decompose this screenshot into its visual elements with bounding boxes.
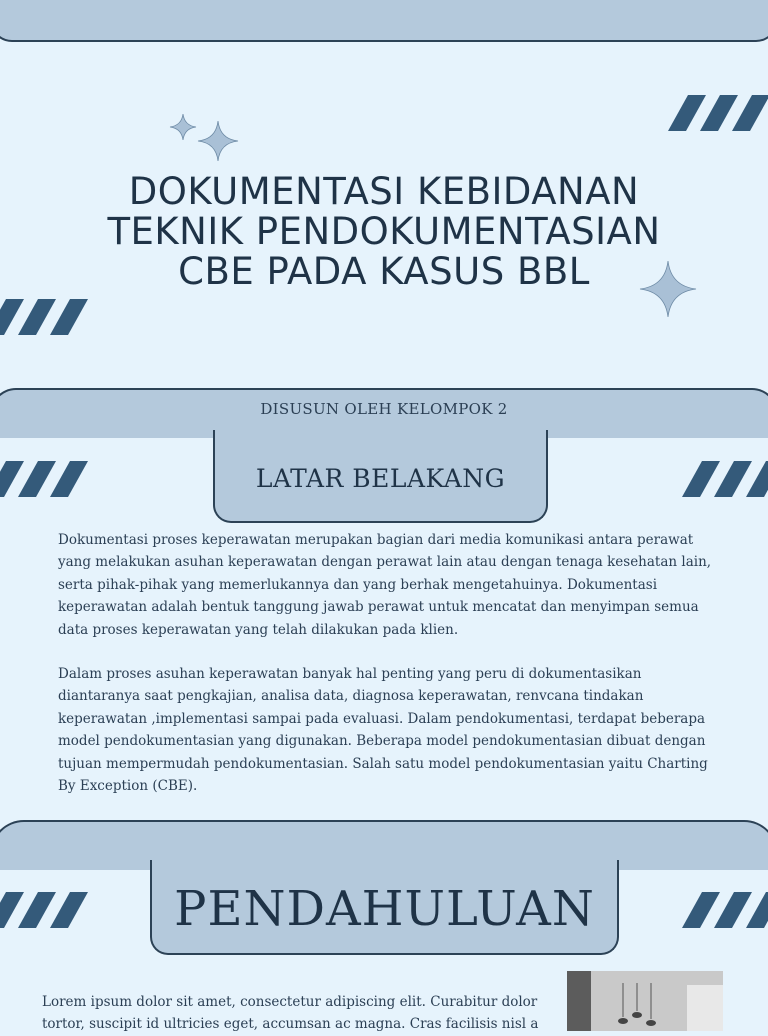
sparkle-icon	[168, 112, 198, 142]
diagonal-stripes-decoration	[0, 299, 97, 335]
title-line-2: TEKNIK PENDOKUMENTASIAN	[107, 210, 661, 253]
paragraph: Dokumentasi proses keperawatan merupakan bagian dari media komunikasi antara perawat yang melakukan asuhan keperawatan dengan perawat lain atau dengan tenaga kesehatan lain, serta pihak-pihak yang memerlukannya dan yang berhak mengetahuinya. Dokumentasi keperawatan adalah bentuk tanggung jawab perawat untuk mencatat dan menyimpan semua data proses keperawatan yang telah dilakukan pada klien.	[58, 532, 712, 638]
diagonal-stripes-decoration	[682, 892, 768, 928]
diagonal-stripes-decoration	[0, 461, 97, 497]
section-heading-tab	[213, 430, 548, 523]
section-heading-tab	[150, 860, 619, 955]
title-line-1: DOKUMENTASI KEBIDANAN	[128, 170, 640, 213]
title-line-3: CBE PADA KASUS BBL	[178, 250, 590, 293]
photo-placeholder	[567, 971, 723, 1031]
page-title	[40, 172, 728, 292]
paragraph: Lorem ipsum dolor sit amet, consectetur adipiscing elit. Curabitur dolor tortor, suscipit id ultricies eget, accumsan ac magna. Cras facilisis nisl a	[42, 994, 539, 1033]
sparkle-icon	[196, 119, 240, 163]
photo-content	[567, 971, 723, 1031]
byline: DISUSUN OLEH KELOMPOK 2	[260, 400, 508, 418]
section-heading: PENDAHULUAN	[174, 880, 595, 937]
diagonal-stripes-decoration	[668, 95, 768, 131]
top-banner	[0, 0, 768, 42]
diagonal-stripes-decoration	[682, 461, 768, 497]
section-heading: LATAR BELAKANG	[255, 464, 506, 493]
paragraph: Dalam proses asuhan keperawatan banyak hal penting yang peru di dokumentasikan diantaranya saat pengkajian, analisa data, diagnosa keperawatan, renvcana tindakan keperawatan ,implementasi sampai pada evaluasi. Dalam pendokumentasi, terdapat beberapa model pendokumentasian yang digunakan. Beberapa model pendokumentasian dibuat dengan tujuan mempermudah pendokumentasian. Salah satu model pendokumentasian yaitu Charting By Exception (CBE).	[58, 666, 708, 795]
diagonal-stripes-decoration	[0, 892, 97, 928]
